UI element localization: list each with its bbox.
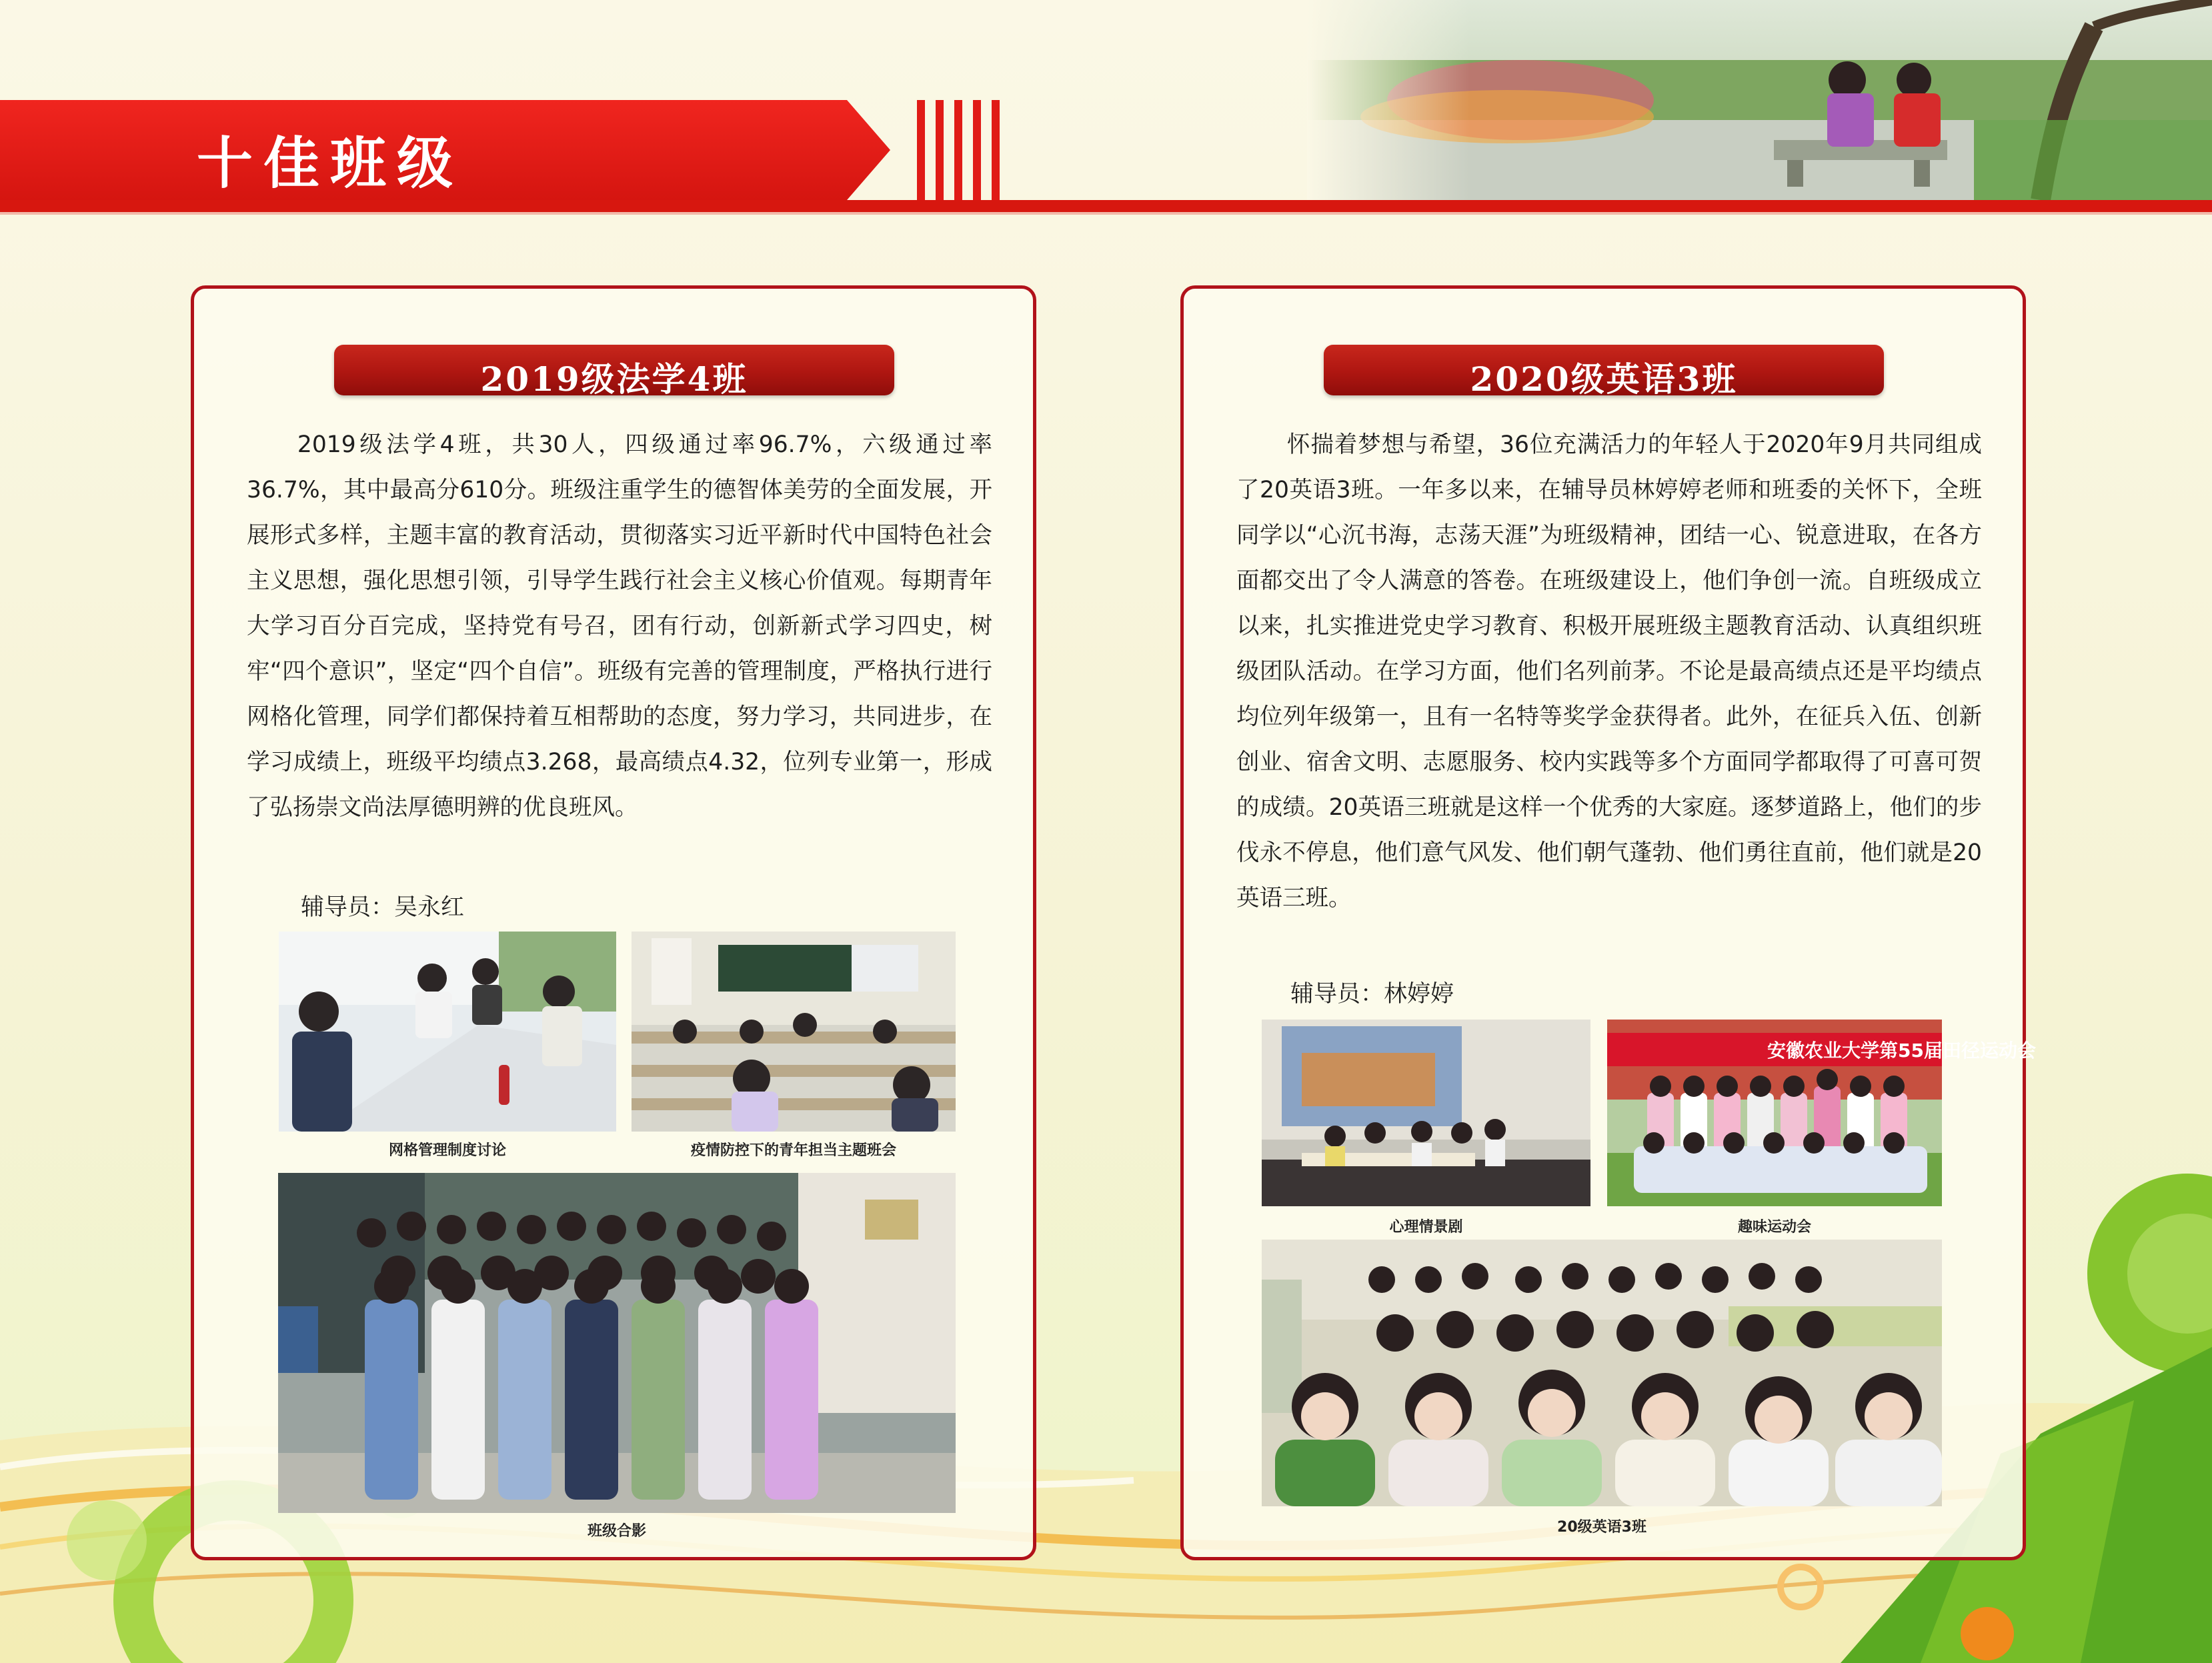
photo-class-meeting — [632, 932, 956, 1132]
photo-psychodrama — [1262, 1020, 1590, 1206]
advisor-name: 辅导员：林婷婷 — [1290, 981, 1454, 1008]
class-title-pill — [334, 345, 894, 399]
class-description: 2019级法学4班，共30人，四级通过率96.7%，六级通过率36.7%，其中最高分610分。班级注重学生的德智体美劳的全面发展，开展形式多样，主题丰富的教育活动，贯彻落实习近平新时代中国特色社会主义思想，强化思想引领，引导学生践行社会主义核心价值观。每期青年大学习百分百完成，坚持党有号召，团有行动，创新新式学习四史，树牢“四个意识”，坚定“四个自信”。班级有完善的管理制度，严格执行进行网格化管理，同学们都保持着互相帮助的态度，努力学习，共同进步，在学习成绩上，班级平均绩点3.268，最高绩点4.32，位列专业第一，形成了弘扬崇文尚法厚德明辨的优良班风。 — [247, 431, 992, 821]
banner-stripe — [936, 100, 944, 200]
photo-group — [278, 1173, 956, 1513]
class-description: 怀揣着梦想与希望，36位充满活力的年轻人于2020年9月共同组成了20英语3班。一年多以来，在辅导员林婷婷老师和班委的关怀下，全班同学以“心沉书海，志荡天涯”为班级精神，团结一心、锐意进取，在各方面都交出了令人满意的答卷。在班级建设上，他们争创一流。自班级成立以来，扎实推进党史学习教育、积极开展班级主题教育活动、认真组织班级团队活动。在学习方面，他们名列前茅。不论是最高绩点还是平均绩点均位列年级第一，且有一名特等奖学金获得者。此外，在征兵入伍、创新创业、宿舍文明、志愿服务、校内实践等多个方面同学都取得了可喜可贺的成绩。20英语三班就是这样一个优秀的大家庭。逐梦道路上，他们的步伐永不停息，他们意气风发、他们朝气蓬勃、他们勇往直前，他们就是20英语三班。 — [1236, 431, 1982, 912]
photo-caption: 班级合影 — [587, 1523, 646, 1540]
page-title: 十佳班级 — [197, 130, 464, 196]
class-title: 2020级英语3班 — [1470, 359, 1738, 399]
class-card-english-3 — [1180, 285, 2036, 1560]
class-title: 2019级法学4班 — [480, 359, 748, 399]
class-card-law-4 — [191, 285, 1036, 1560]
banner-stripe — [992, 100, 1000, 200]
header-rule-light — [0, 212, 2212, 215]
photo-caption: 趣味运动会 — [1737, 1219, 1811, 1236]
photo-caption: 疫情防控下的青年担当主题班会 — [690, 1142, 896, 1159]
photo-sports-day — [1607, 1020, 2036, 1206]
photo-grid-discussion — [279, 932, 616, 1132]
banner-stripe — [954, 100, 962, 200]
photo-caption: 20级英语3班 — [1557, 1519, 1646, 1536]
photo-class-group — [1262, 1240, 1942, 1506]
header-rule — [0, 200, 2212, 212]
sports-banner-text: 安徽农业大学第55届田径运动会 — [1767, 1040, 2036, 1062]
banner-stripe — [973, 100, 981, 200]
banner-stripe — [917, 100, 925, 200]
advisor-name: 辅导员：吴永红 — [301, 894, 465, 921]
class-title-pill — [1324, 345, 1884, 399]
header-campus-photo — [1307, 0, 2212, 200]
photo-caption: 心理情景剧 — [1389, 1219, 1463, 1236]
photo-caption: 网格管理制度讨论 — [388, 1142, 506, 1159]
